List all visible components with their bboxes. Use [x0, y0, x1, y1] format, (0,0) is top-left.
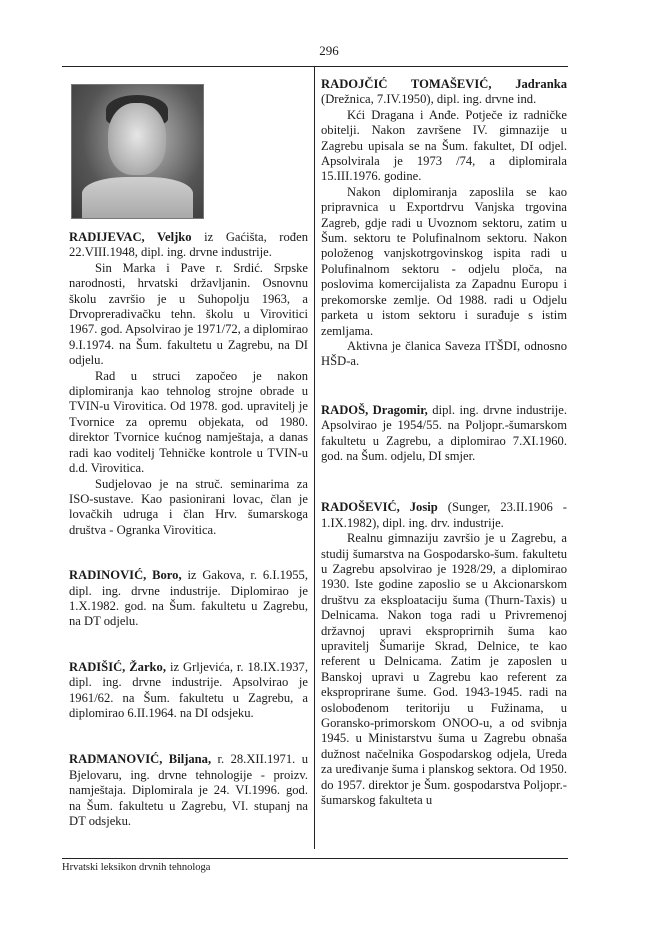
entry-text: dipl. ing. drvne industrije. Apsolvirao je 1954/55. na Poljopr.-šumarskom fakultetu u Zagrebu, a diplomirao 7.XI.1960. god. na Šum. odjelu, DI smjer. — [321, 402, 567, 463]
entry-text: iz Grljevića, r. 18.IX.1937, dipl. ing. drvne industrije. Apsolvirao je 1961/62. na Šum. fakultetu u Zagrebu, a diplomirao 6.II.1964. na DI odsjeku. — [69, 659, 309, 720]
left-column — [69, 230, 308, 829]
entry-text: (Sunger, 23.II.1906 - 1.IX.1982), dipl. ing. drv. industrije. — [321, 500, 567, 530]
portrait-photo — [71, 84, 204, 219]
entry-text: (Drežnica, 7.IV.1950), dipl. ing. drvne ind. — [321, 92, 537, 107]
entry-headword: RADOJČIĆ TOMAŠEVIĆ, Jadranka — [321, 77, 567, 91]
entry-text: iz Gakova, r. 6.I.1955, dipl. ing. drvne industrije. Diplomirao je 1.X.1982. god. na Šum. fakultetu u Zagrebu, na DT odjelu. — [69, 568, 309, 629]
entry-radijevac — [69, 230, 308, 538]
entry-headword: RADOŠEVIĆ, Josip — [321, 500, 438, 515]
entry-text: iz Gaćišta, rođen 22.VIII.1948, dipl. ing. drvne industrije. — [69, 230, 308, 260]
entry-paragraph: Rad u struci započeo je nakon diplomiranja kao tehnolog strojne obrade u TVIN-u Virovitica. Od 1978. god. upravitelj je Tvornice za opremu objekata, od 1980. direktor Tvornice kućnog namještaja, a danas radi kao voditelj Tehničke kontrole u TVIN-u d.d. Virovitica. — [69, 368, 308, 476]
right-column — [321, 77, 567, 808]
portrait-face — [108, 103, 166, 175]
entry-rados — [321, 403, 567, 465]
entry-paragraph: Sudjelovao je na struč. seminarima za ISO-sustave. Kao pasionirani lovac, član je lovačkih udruga i član Hrv. šumarskoga društva - Ogranka Virovitica. — [69, 476, 308, 537]
entry-headword: RADOŠ, Dragomir, — [321, 402, 428, 417]
footer-rule — [62, 858, 568, 859]
entry-paragraph: Nakon diplomiranja zaposlila se kao pripravnica u Exportdrvu Vanjska trgovina Zagreb, gdje radi u Uvoznom sektoru, zatim u Šum. sektoru te Polufinalnom sektoru. Nakon položenog vanjskotrgovinskog ispita radi u Polufinalnom sektoru - odjelu ploča, na poslovima komercijalista za Zapadnu Europu i prekomorske zemlje. Od 1988. radi u Odjelu parketa u istom sektoru i surađuje s istim zemljama. — [321, 184, 567, 338]
entry-radojcic-tomasevic — [321, 77, 567, 370]
entry-paragraph: Aktivna je članica Saveza ITŠDI, odnosno HŠD-a. — [321, 338, 567, 369]
entry-radosevic — [321, 500, 567, 808]
entry-headword: RADMANOVIĆ, Biljana, — [69, 752, 212, 767]
entry-headword: RADINOVIĆ, Boro, — [69, 568, 182, 583]
entry-paragraph: Realnu gimnaziju završio je u Zagrebu, a studij šumarstva na Gospodarsko-šum. fakultetu u Zagrebu apsolvirao je 1928/29, a diplomirao 1930. Iste godine zaposlio se u Akcionarskom društvu za eksploataciju šuma (Thurn-Taxis) u Delnicama. Nakon toga radi u Privremenoj državnoj upravi eksproprirnih šuma kao upravitelj Šumarije Skrad, Delnice, te kao referent u Delnicama. Zatim je zaposlen u Banskoj upravi u Zagrebu kao referent za eksproprirane šume. God. 1943-1945. radi na oslobođenom teritoriju u Fužinama, u Goransko-primorskom ONOO-u, a od svibnja 1945. u Ministarstvu šuma u Zagrebu obnaša dužnost načelnika Gospodarskog odjela, Ureda za uređivanje šuma i planskog sektora. Od 1950. do 1957. direktor je Šum. gospodarstva Poljopr.-šumarskog fakulteta u — [321, 531, 567, 808]
entry-text: r. 28.XII.1971. u Bjelovaru, ing. drvne tehnologije - proizv. namještaja. Diplomirala je 24. VI.1996. god. na Šum. fakultetu u Zagrebu, VI. stupanj na DT odsjeku. — [69, 752, 308, 828]
column-divider — [314, 67, 315, 849]
entry-headword: RADIŠIĆ, Žarko, — [69, 659, 167, 674]
entry-radinovic — [69, 568, 308, 630]
page-number: 296 — [319, 43, 339, 58]
entry-paragraph: Sin Marka i Pave r. Srdić. Srpske narodnosti, hrvatski državljanin. Osnovnu školu završio je u Suhopolju 1963, a Drvopreradivačku tehn. školu u Virovitici 1967. god. Apsolvirao je 1971/72, a diplomirao 9.I.1974. na Šum. fakultetu u Zagrebu, na DI odjelu. — [69, 260, 308, 368]
entry-radisic — [69, 660, 308, 722]
entry-headword: RADIJEVAC, Veljko — [69, 230, 192, 244]
entry-radmanovic — [69, 752, 308, 829]
footer-title: Hrvatski leksikon drvnih tehnologa — [62, 862, 211, 873]
header-rule — [62, 66, 568, 67]
entry-paragraph: Kći Dragana i Anđe. Potječe iz radničke obitelji. Nakon završene IV. gimnazije u Zagrebu upisala se na Šum. fakultet, DI odjel. Apsolvirala je 1973 /74, a diplomirala 15.III.1976. godine. — [321, 107, 567, 184]
portrait-shirt — [82, 177, 193, 218]
